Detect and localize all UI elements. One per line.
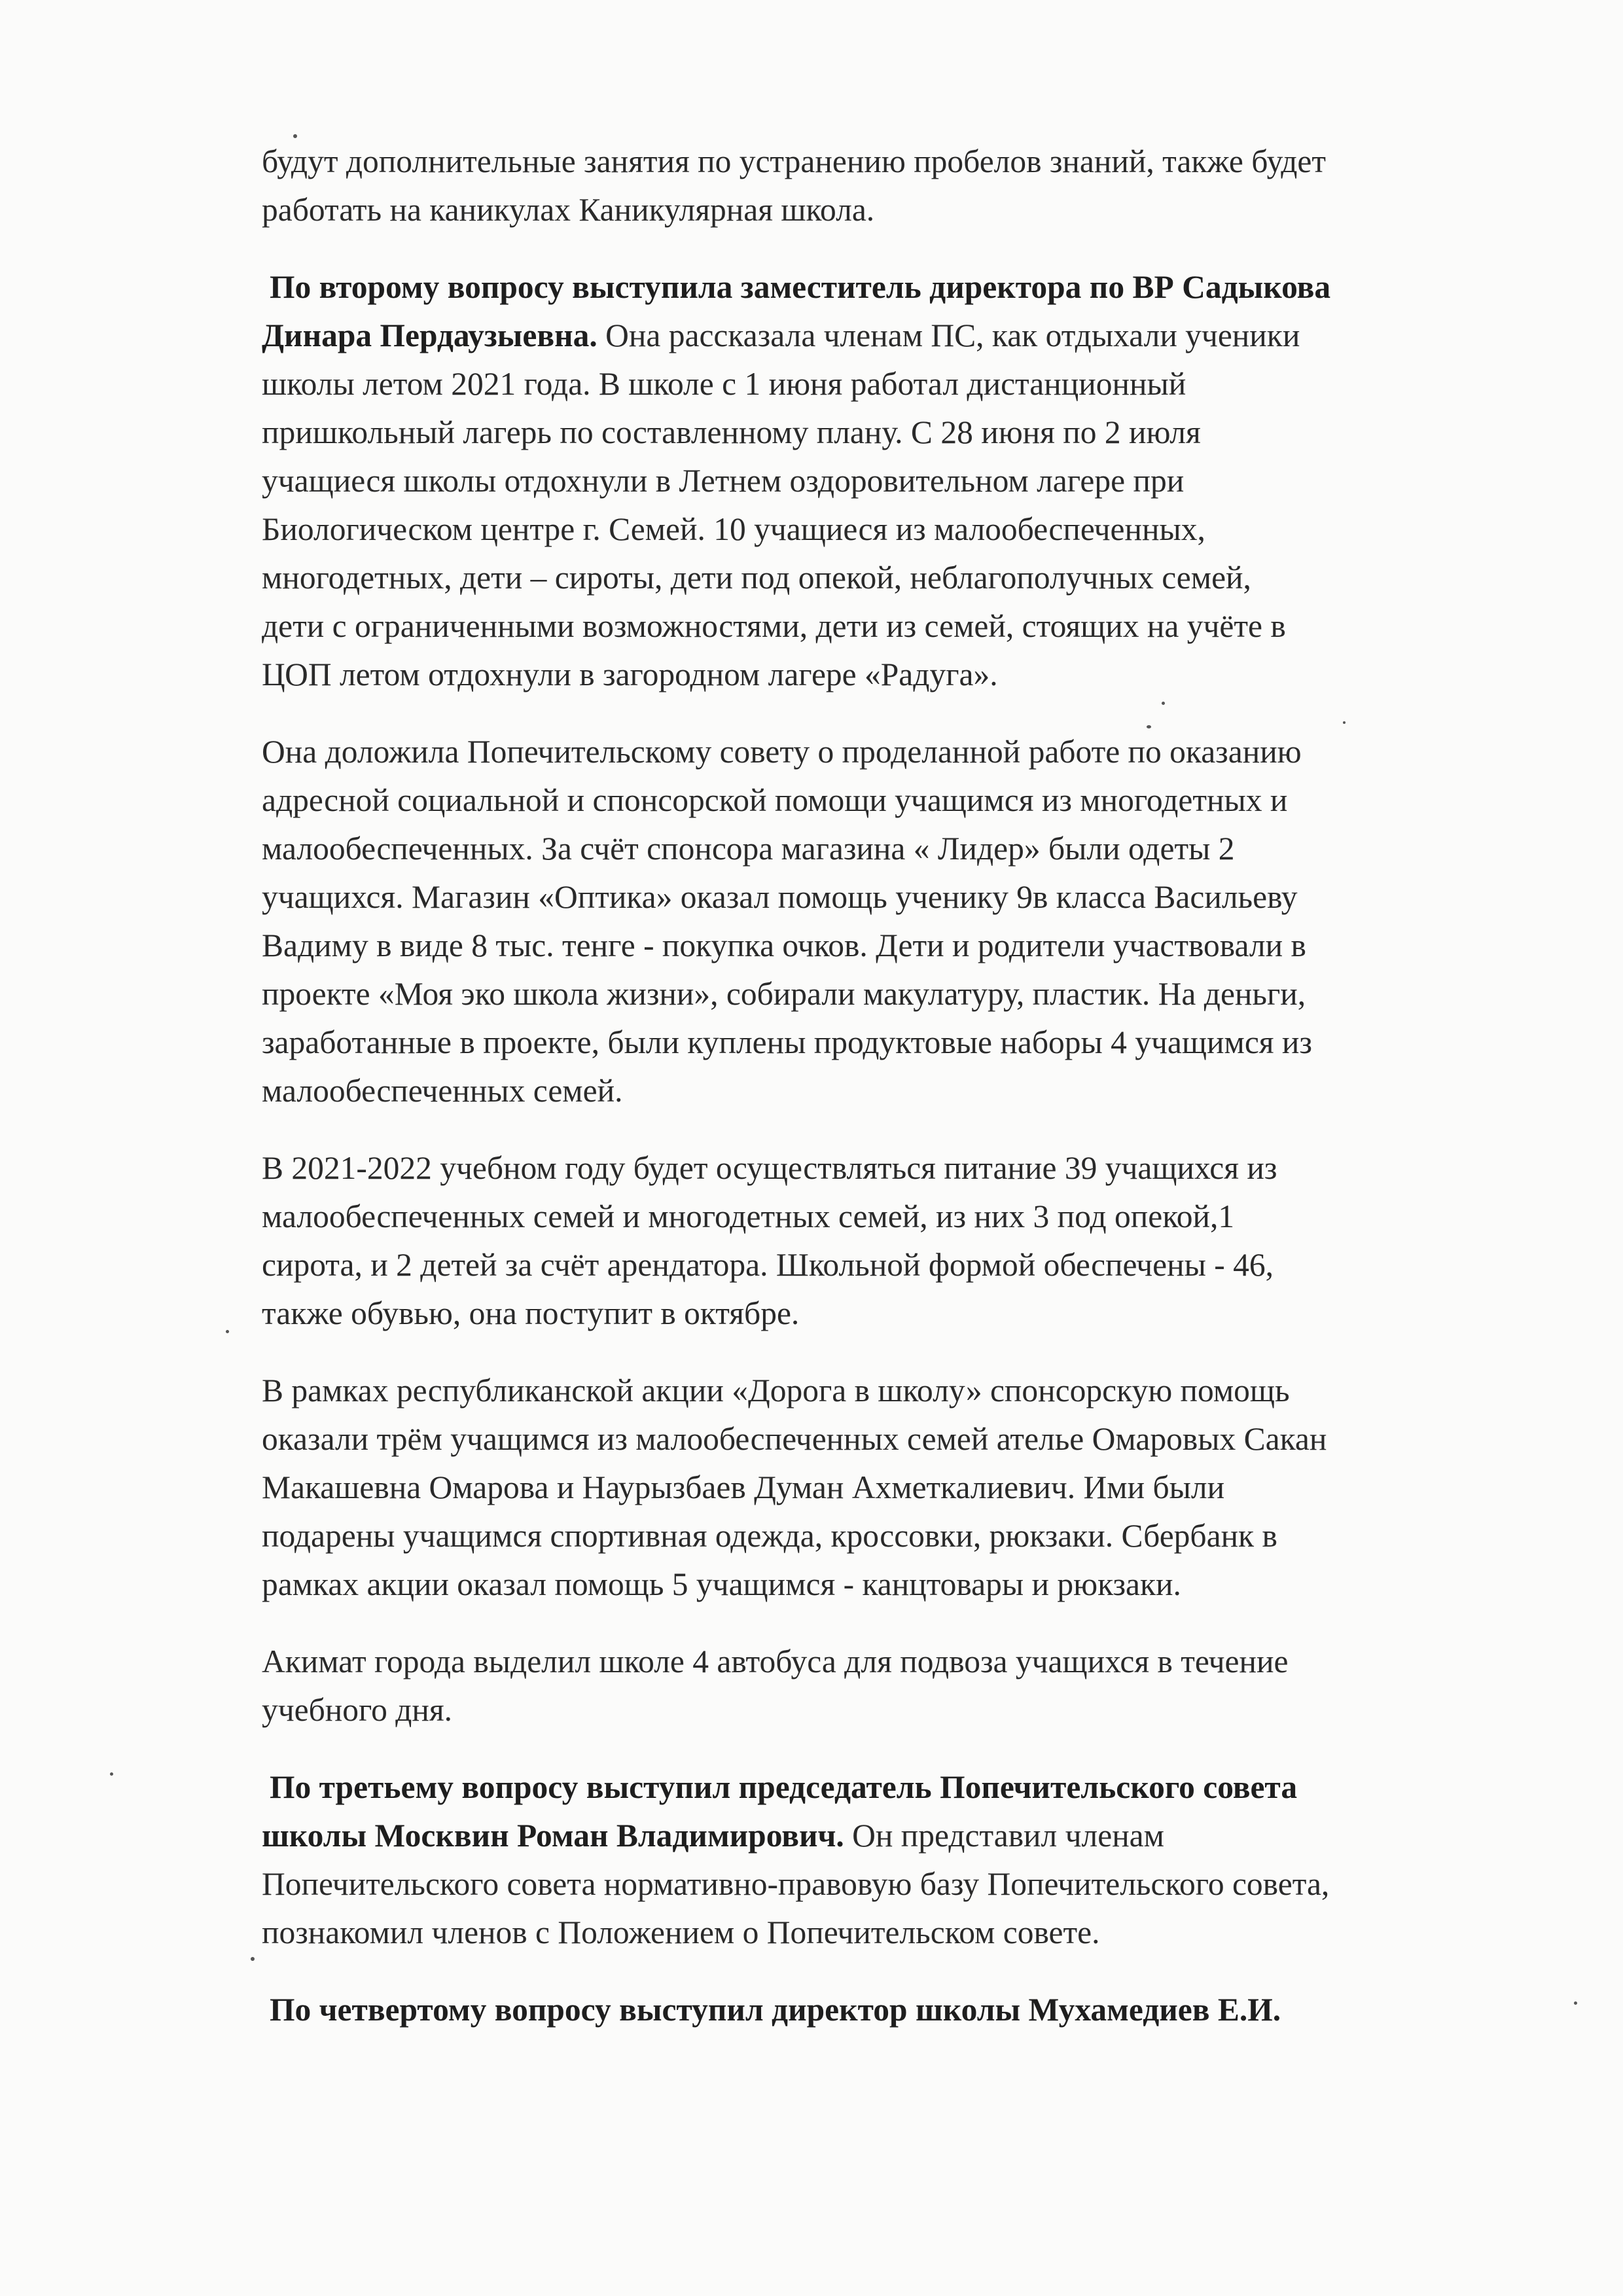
scan-speck [1343,721,1346,724]
paragraph-1 [262,137,1544,234]
paragraph-6 [262,1638,1544,1734]
paragraph-7-text: Он представил членам Попечительского совета нормативно-правовую базу Попечительского совета, познакомил членов с Положением о Попечительском совете. [262,1818,1330,1950]
paragraph-5 [262,1367,1544,1609]
paragraph-3-text: Она доложила Попечительскому совету о проделанной работе по оказанию адресной социальной и спонсорской помощи учащимся из многодетных и малообеспеченных. За счёт спонсора магазина « Лидер» были одеты 2 учащихся. Магазин «Оптика» оказал помощь ученику 9в класса Васильеву Вадиму в виде 8 тыс. тенге - покупка очков. Дети и родители участвовали в проекте «Моя эко школа жизни», собирали макулатуру, пластик. На деньги, заработанные в проекте, были куплены продуктовые наборы 4 учащимся из малообеспеченных семей. [262,734,1312,1109]
paragraph-1-text: будут дополнительные занятия по устранению пробелов знаний, также будет работать на каникулах Каникулярная школа. [262,143,1326,228]
scan-speck [226,1330,229,1333]
paragraph-6-text: Акимат города выделил школе 4 автобуса для подвоза учащихся в течение учебного дня. [262,1643,1289,1728]
paragraph-3 [262,728,1544,1115]
paragraph-8-bold: По четвертому вопросу выступил директор школы Мухамедиев Е.И. [270,1992,1281,2028]
scan-speck [1147,725,1151,728]
paragraph-8 [262,1986,1544,2034]
paragraph-2-text: Она рассказала членам ПС, как отдыхали ученики школы летом 2021 года. В школе с 1 июня работал дистанционный пришкольный лагерь по составленному плану. С 28 июня по 2 июля учащиеся школы отдохнули в Летнем оздоровительном лагере при Биологическом центре г. Семей. 10 учащиеся из малообеспеченных, многодетных, дети – сироты, дети под опекой, неблагополучных семей, дети с ограниченными возможностями, дети из семей, стоящих на учёте в ЦОП летом отдохнули в загородном лагере «Радуга». [262,317,1300,692]
paragraph-7-bold: По третьему вопросу выступил председатель Попечительского совета школы Москвин Роман Владимирович. [262,1769,1298,1854]
document-page [262,137,1544,2063]
paragraph-5-text: В рамках республиканской акции «Дорога в школу» спонсорскую помощь оказали трём учащимся из малообеспеченных семей ателье Омаровых Сакан Макашевна Омарова и Наурызбаев Думан Ахметкалиевич. Ими были подарены учащимся спортивная одежда, кроссовки, рюкзаки. Сбербанк в рамках акции оказал помощь 5 учащимся - канцтовары и рюкзаки. [262,1372,1327,1602]
paragraph-2 [262,263,1544,699]
paragraph-4 [262,1144,1544,1338]
scan-speck [293,134,297,138]
scan-speck [251,1957,255,1961]
scan-speck [110,1772,113,1776]
scan-speck [1162,702,1165,705]
paragraph-7 [262,1763,1544,1957]
paragraph-2-bold: По второму вопросу выступила заместитель директора по ВР Садыкова Динара Пердаузыевна. [262,269,1331,353]
scan-speck [1574,2001,1577,2005]
paragraph-4-text: В 2021-2022 учебном году будет осуществляться питание 39 учащихся из малообеспеченных семей и многодетных семей, из них 3 под опекой,1 сирота, и 2 детей за счёт арендатора. Школьной формой обеспечены - 46, также обувью, она поступит в октябре. [262,1150,1277,1331]
